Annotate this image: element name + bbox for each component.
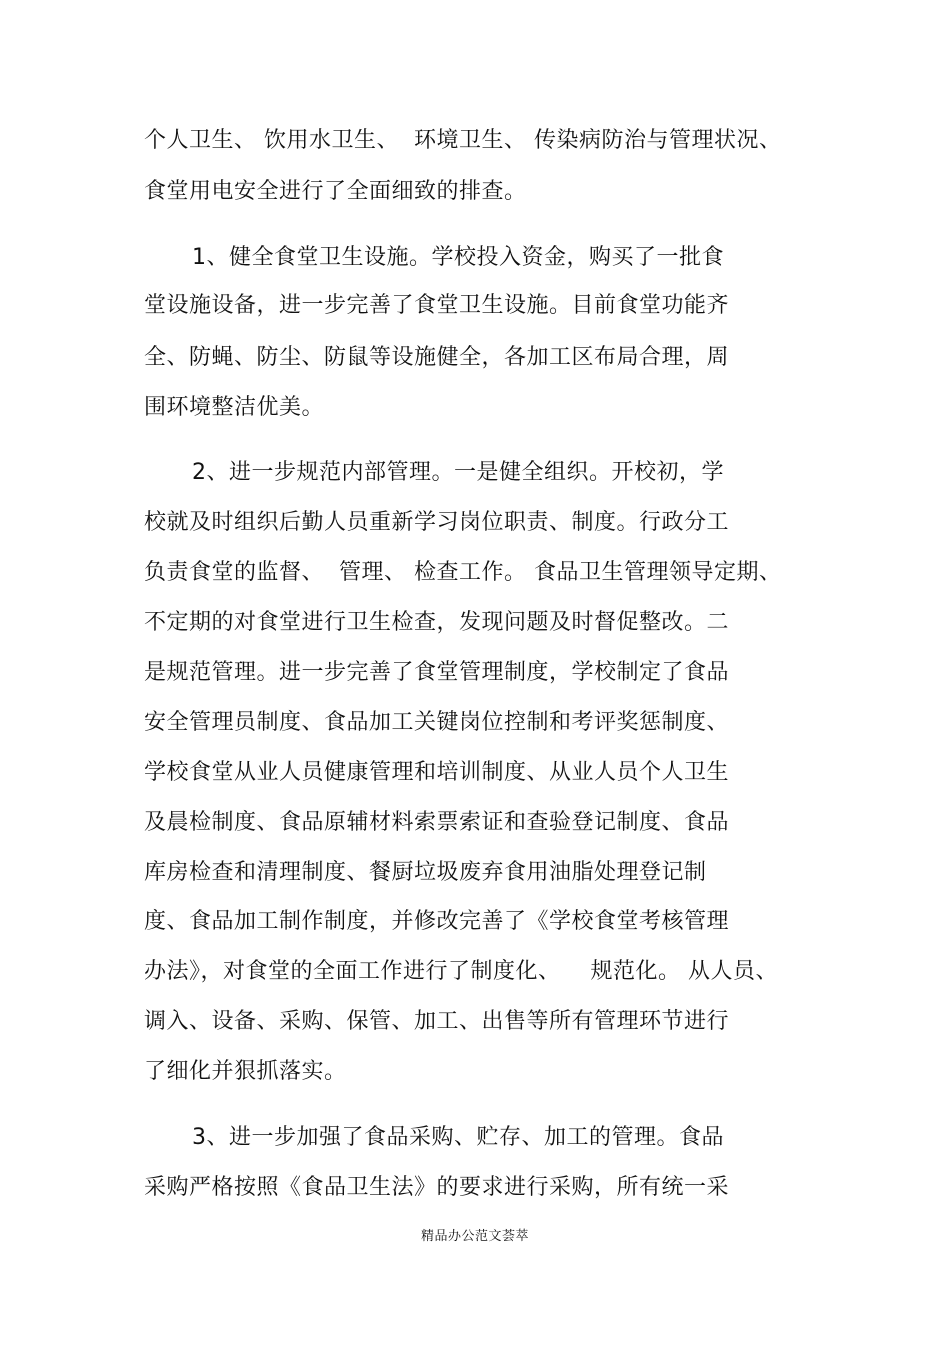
text-line: 采购严格按照《食品卫生法》的要求进行采购，所有统一采 bbox=[144, 1175, 730, 1200]
text-line: 不定期的对食堂进行卫生检查，发现问题及时督促整改。二 bbox=[144, 610, 730, 635]
text-line: 是规范管理。进一步完善了食堂管理制度，学校制定了食品 bbox=[144, 660, 730, 685]
text-line: 库房检查和清理制度、餐厨垃圾废弃食用油脂处理登记制 bbox=[144, 860, 707, 885]
text-line: 围环境整洁优美。 bbox=[144, 395, 325, 420]
text-line: 个人卫生、 饮用水卫生、 环境卫生、 传染病防治与管理状况、 bbox=[144, 128, 782, 153]
text-line: 办法》，对食堂的全面工作进行了制度化、 规范化。 从人员、 bbox=[144, 959, 778, 984]
page-footer: 精品办公范文荟萃 bbox=[420, 1229, 529, 1244]
text-line: 堂设施设备，进一步完善了食堂卫生设施。目前食堂功能齐 bbox=[144, 293, 730, 318]
text-line: 负责食堂的监督、 管理、 检查工作。 食品卫生管理领导定期、 bbox=[144, 560, 782, 585]
text-line: 及晨检制度、食品原辅材料索票索证和查验登记制度、食品 bbox=[144, 810, 730, 835]
text-line: 全、防蝇、防尘、防鼠等设施健全，各加工区布局合理，周 bbox=[144, 345, 730, 370]
text-line: 了细化并狠抓落实。 bbox=[144, 1059, 347, 1084]
text-line: 校就及时组织后勤人员重新学习岗位职责、制度。行政分工 bbox=[144, 510, 730, 535]
text-line: 学校食堂从业人员健康管理和培训制度、从业人员个人卫生 bbox=[144, 760, 730, 785]
paragraph-1-first-line: 1、健全食堂卫生设施。学校投入资金，购买了一批食 bbox=[192, 245, 724, 270]
paragraph-3-first-line: 3、进一步加强了食品采购、贮存、加工的管理。食品 bbox=[192, 1125, 724, 1150]
text-line: 食堂用电安全进行了全面细致的排查。 bbox=[144, 179, 527, 204]
text-line: 安全管理员制度、食品加工关键岗位控制和考评奖惩制度、 bbox=[144, 710, 730, 735]
text-line: 度、食品加工制作制度，并修改完善了《学校食堂考核管理 bbox=[144, 909, 730, 934]
text-line: 调入、设备、采购、保管、加工、出售等所有管理环节进行 bbox=[144, 1009, 730, 1034]
paragraph-2-first-line: 2、进一步规范内部管理。一是健全组织。开校初，学 bbox=[192, 460, 724, 485]
